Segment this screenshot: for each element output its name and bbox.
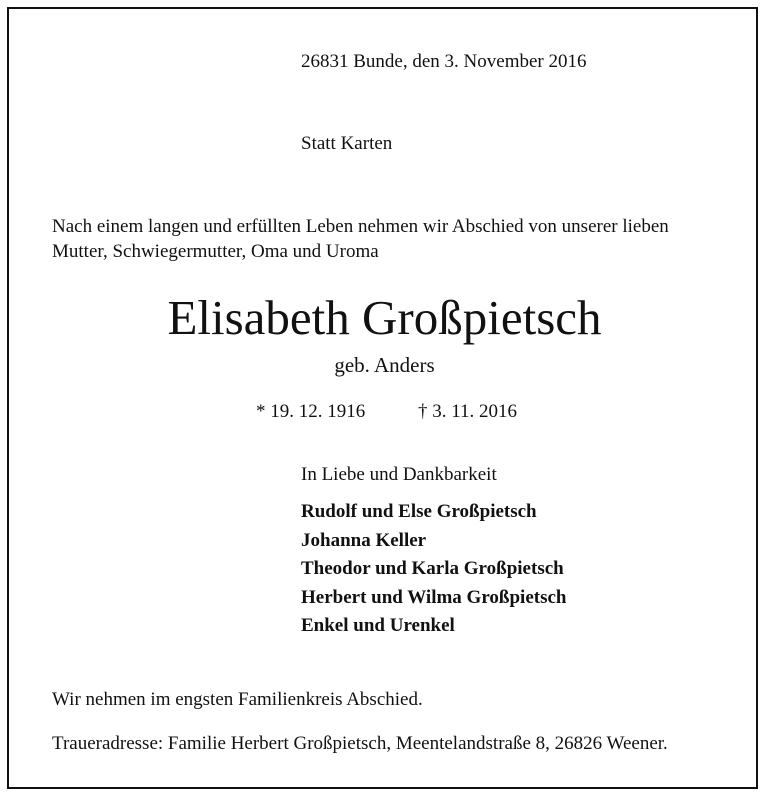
mourners-list (301, 499, 567, 642)
mourner-item: Rudolf und Else Großpietsch (301, 501, 537, 522)
love-line: In Liebe und Dankbarkeit (301, 464, 497, 485)
mourner-item: Enkel und Urenkel (301, 615, 455, 636)
place-date: 26831 Bunde, den 3. November 2016 (301, 51, 587, 72)
notice-border (7, 7, 758, 789)
intro-line-2: Mutter, Schwiegermutter, Oma und Uroma (52, 241, 379, 262)
intro-text (52, 214, 669, 264)
death-date: † 3. 11. 2016 (418, 401, 518, 422)
mourner-item: Herbert und Wilma Großpietsch (301, 586, 567, 608)
statt-karten-label: Statt Karten (301, 133, 393, 154)
farewell-note: Wir nehmen im engsten Familienkreis Abschied. (52, 689, 423, 710)
deceased-name: Elisabeth Großpietsch (167, 290, 602, 345)
mourner-item: Johanna Keller (301, 529, 427, 551)
intro-line-1: Nach einem langen und erfüllten Leben nehmen wir Abschied von unserer lieben (52, 216, 669, 237)
mourning-address: Traueradresse: Familie Herbert Großpietsch, Meentelandstraße 8, 26826 Weener. (52, 733, 668, 754)
mourner-item: Theodor und Karla Großpietsch (301, 558, 564, 579)
maiden-name: geb. Anders (334, 353, 435, 377)
birth-date: * 19. 12. 1916 (256, 401, 366, 422)
